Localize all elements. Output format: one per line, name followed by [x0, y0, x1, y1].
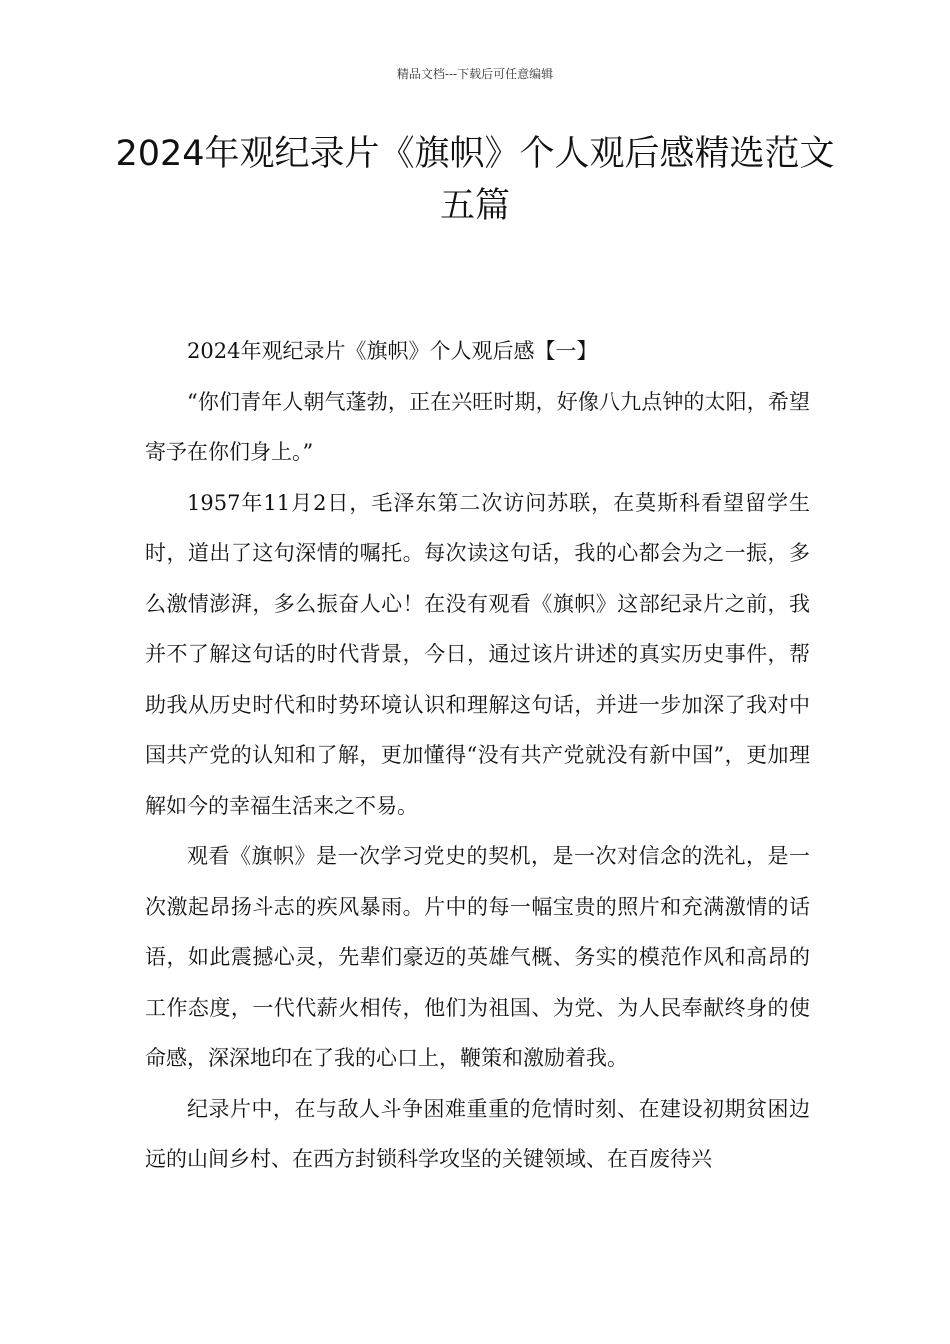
paragraph-quote: “你们青年人朝气蓬勃，正在兴旺时期，好像八九点钟的太阳，希望寄予在你们身上。”	[145, 389, 810, 464]
paragraph: 纪录片中，在与敌人斗争困难重重的危情时刻、在建设初期贫困边远的山间乡村、在西方封锁科学攻坚的关键领域、在百废待兴	[145, 1096, 810, 1171]
section-heading: 2024年观纪录片《旗帜》个人观后感【一】	[187, 339, 598, 363]
document-title: 2024年观纪录片《旗帜》个人观后感精选范文五篇	[115, 134, 835, 226]
paragraph: 1957年11月2日，毛泽东第二次访问苏联，在莫斯科看望留学生时，道出了这句深情的嘱托。每次读这句话，我的心都会为之一振，多么激情澎湃，多么振奋人心！在没有观看《旗帜》这部纪录片之前，我并不了解这句话的时代背景，今日，通过该片讲述的真实历史事件，帮助我从历史时代和时势环境认识和理解这句话，并进一步加深了我对中国共产党的认知和了解，更加懂得“没有共产党就没有新中国”，更加理解如今的幸福生活来之不易。	[145, 490, 810, 818]
paragraph: 观看《旗帜》是一次学习党史的契机，是一次对信念的洗礼，是一次激起昂扬斗志的疾风暴雨。片中的每一幅宝贵的照片和充满激情的话语，如此震撼心灵，先辈们豪迈的英雄气概、务实的模范作风和高昂的工作态度，一代代薪火相传，他们为祖国、为党、为人民奉献终身的使命感，深深地印在了我的心口上，鞭策和激励着我。	[145, 844, 810, 1070]
header-note: 精品文档---下载后可任意编辑	[396, 67, 554, 81]
document-body	[145, 326, 810, 1185]
